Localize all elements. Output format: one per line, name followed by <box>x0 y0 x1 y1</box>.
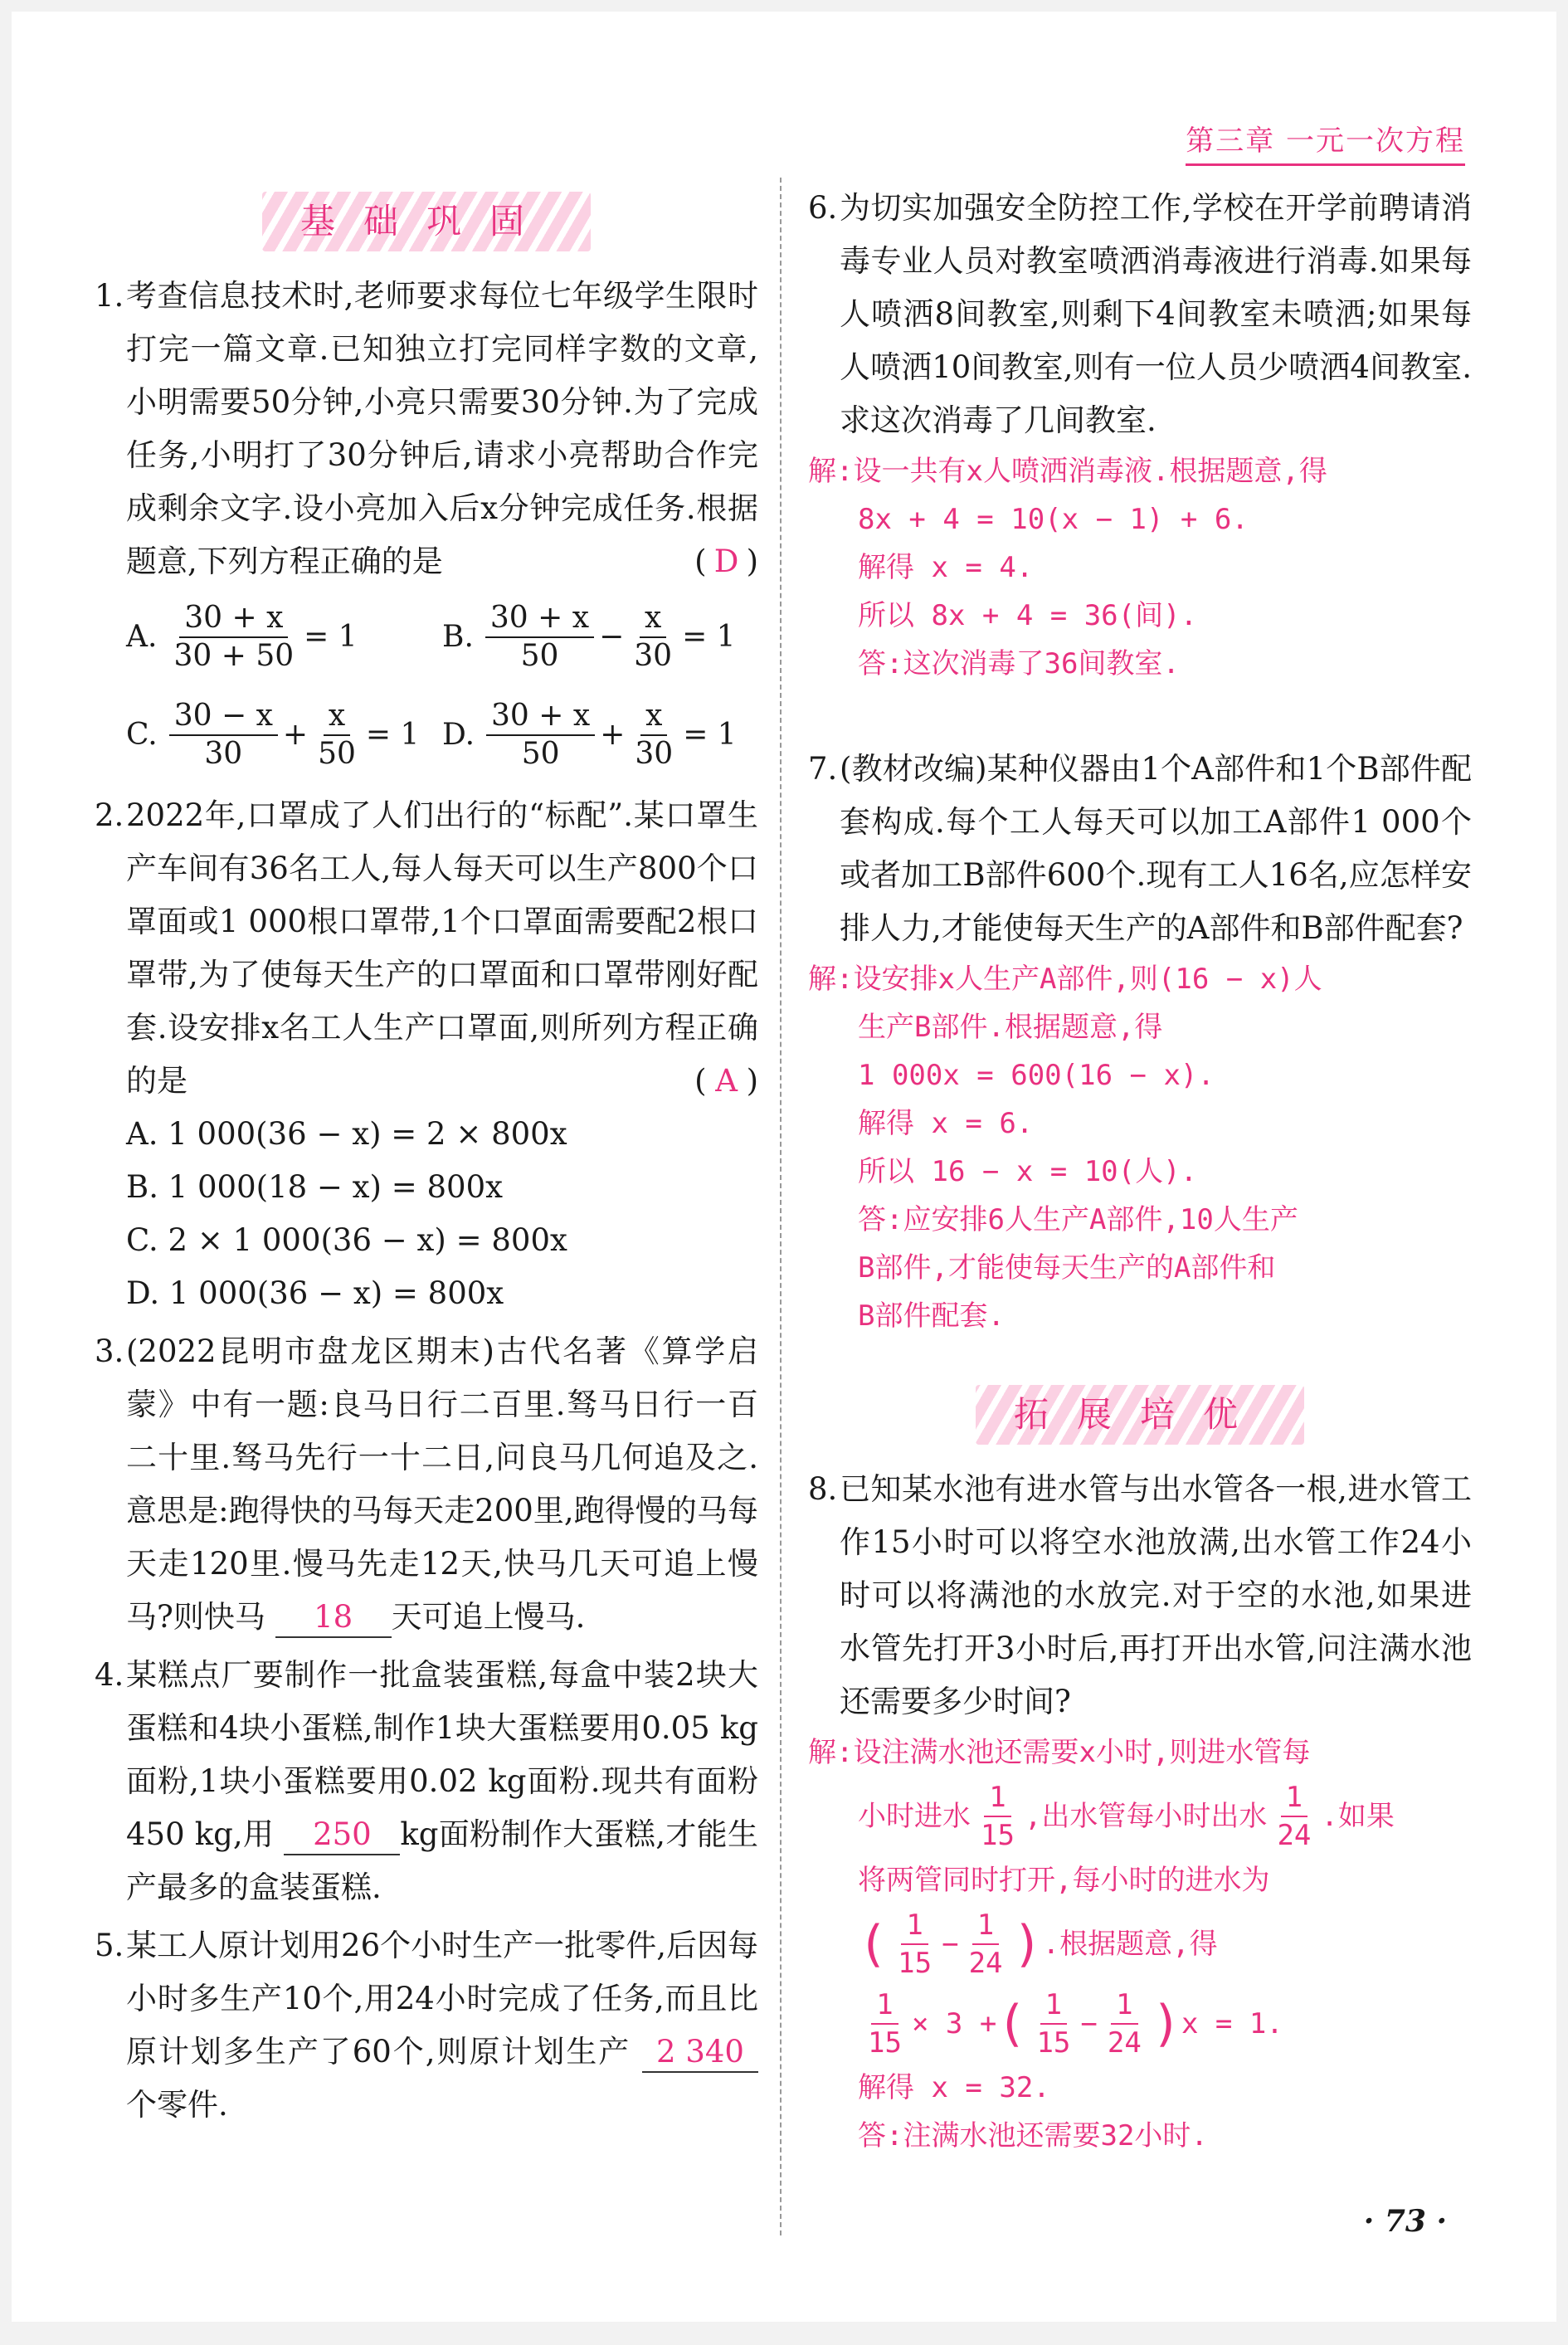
option-c: C. $\frac{30 - x}{30}$ + $\frac{x}{50}$ = 1 <box>126 699 420 771</box>
question-text: 某糕点厂要制作一批盒装蛋糕,每盒中装2块大蛋糕和4块小蛋糕,制作1块大蛋糕要用0.05 kg面粉,1块小蛋糕要用0.02 kg面粉.现共有面粉450 kg,用 <box>126 1657 758 1852</box>
question-2 <box>95 789 758 1320</box>
section-title-basic: 基础巩固 <box>262 192 591 251</box>
question-number: 8. <box>808 1471 838 1507</box>
option-a: A. 1 000(36 − x) = 2 × 800x <box>126 1116 567 1152</box>
solution-6: 解:设一共有x人喷洒消毒液.根据题意,得 8x + 4 = 10(x − 1) + 6. 解得 x = 4. 所以 8x + 4 = 36(间). 答:这次消毒了36间教室. <box>808 455 1327 680</box>
q1-options <box>95 588 758 784</box>
question-text: 已知某水池有进水管与出水管各一根,进水管工作15小时可以将空水池放满,出水管工作24小时可以将满池的水放完.对于空的水池,如果进水管先打开3小时后,再打开出水管,问注满水池还需要多少时间? <box>840 1471 1472 1719</box>
chapter-header: 第三章 一元一次方程 <box>1186 118 1465 166</box>
answer-blank: 18 <box>275 1598 392 1638</box>
solution-8: 解:设注满水池还需要x小时,则进水管每 小时进水 $\frac{1}{15}$ ,出水管每小时出水 $\frac{1}{24}$ .如果 将两管同时打开,每小时的进水为 ( $\frac{1}{15}$ − $\frac{1}{24}$ ) .根据题意,得 $\frac{1}{15}$ × 3 + ( $\frac{1}{15}$ − $\frac{1}{24}$ ) x = 1. 解得 x = 32. 答:注满水池还需要32小时. <box>808 1736 1395 2152</box>
question-text: 考查信息技术时,老师要求每位七年级学生限时打完一篇文章.已知独立打完同样字数的文章,小明需要50分钟,小亮只需要30分钟.为了完成任务,小明打了30分钟后,请求小亮帮助合作完成剩余文字.设小亮加入后x分钟完成任务.根据题意,下列方程正确的是 <box>126 278 758 579</box>
section-banner-extended <box>808 1382 1472 1448</box>
left-column <box>95 182 758 2137</box>
question-5: 5. 某工人原计划用26个小时生产一批零件,后因每小时多生产10个,用24小时完成了任务,而且比原计划多生产了60个,则原计划生产 2 340个零件. <box>95 1919 758 2132</box>
question-text: (2022昆明市盘龙区期末)古代名著《算学启蒙》中有一题:良马日行二百里.驽马日行一百二十里.驽马先行一十二日,问良马几何追及之.意思是:跑得快的马每天走200里,跑得慢的马每天走120里.慢马先走12天,快马几天可追上慢马?则快马 <box>126 1333 758 1635</box>
right-column <box>808 182 1472 2165</box>
question-text: 2022年,口罩成了人们出行的“标配”.某口罩生产车间有36名工人,每人每天可以生产800个口罩面或1 000根口罩带,1个口罩面需要配2根口罩带,为了使每天生产的口罩面和口罩带刚好配套.设安排x名工人生产口罩面,则所列方程正确的是 <box>126 797 758 1099</box>
section-banner-basic <box>95 188 758 255</box>
answer-bracket: ( A ) <box>694 1055 758 1108</box>
option-b: B. 1 000(18 − x) = 800x <box>126 1169 503 1205</box>
textbook-page <box>12 12 1556 2322</box>
option-d: D. $\frac{30 + x}{50}$ + $\frac{x}{30}$ = 1 <box>442 699 737 771</box>
answer-blank: 250 <box>284 1816 400 1855</box>
question-number: 3. <box>95 1333 124 1369</box>
question-text: 某工人原计划用26个小时生产一批零件,后因每小时多生产10个,用24小时完成了任务,而且比原计划多生产了60个,则原计划生产 <box>126 1928 758 2070</box>
question-7 <box>808 743 1472 1340</box>
option-c: C. 2 × 1 000(36 − x) = 800x <box>126 1222 567 1258</box>
question-4: 4. 某糕点厂要制作一批盒装蛋糕,每盒中装2块大蛋糕和4块小蛋糕,制作1块大蛋糕要用0.05 kg面粉,1块小蛋糕要用0.02 kg面粉.现共有面粉450 kg,用 250 kg面粉制作大蛋糕,才能生产最多的盒装蛋糕. <box>95 1649 758 1914</box>
question-number: 5. <box>95 1928 124 1963</box>
answer-choice: A <box>715 1063 738 1099</box>
question-text: 为切实加强安全防控工作,学校在开学前聘请消毒专业人员对教室喷洒消毒液进行消毒.如果每人喷洒8间教室,则剩下4间教室未喷洒;如果每人喷洒10间教室,则有一位人员少喷洒4间教室.求这次消毒了几间教室. <box>840 190 1472 438</box>
answer-choice: D <box>713 544 739 579</box>
section-title-extended: 拓展培优 <box>976 1385 1304 1445</box>
column-divider <box>780 178 782 2235</box>
answer-bracket: ( D ) <box>694 535 758 588</box>
question-number: 6. <box>808 190 838 226</box>
solution-7: 解:设安排x人生产A部件,则(16 − x)人 生产B部件.根据题意,得 1 000x = 600(16 − x). 解得 x = 6. 所以 16 − x = 10(人). 答:应安排6人生产A部件,10人生产 B部件,才能使每天生产的A部件和 B部件配套. <box>808 963 1322 1333</box>
question-number: 2. <box>95 797 124 833</box>
question-number: 7. <box>808 751 838 787</box>
question-3: 3. (2022昆明市盘龙区期末)古代名著《算学启蒙》中有一题:良马日行二百里.驽马日行一百二十里.驽马先行一十二日,问良马几何追及之.意思是:跑得快的马每天走200里,跑得慢的马每天走120里.慢马先走12天,快马几天可追上慢马?则快马 18 天可追上慢马. <box>95 1325 758 1644</box>
question-text: (教材改编)某种仪器由1个A部件和1个B部件配套构成.每个工人每天可以加工A部件1 000个或者加工B部件600个.现有工人16名,应怎样安排人力,才能使每天生产的A部件和B部件配套? <box>840 751 1472 946</box>
option-a: A. $\frac{30 + x}{30 + 50}$ = 1 <box>126 601 358 673</box>
answer-blank: 2 340 <box>642 2033 758 2073</box>
question-number: 4. <box>95 1657 124 1693</box>
page-number: · 73 · <box>1363 2204 1447 2239</box>
option-d: D. 1 000(36 − x) = 800x <box>126 1275 504 1311</box>
question-number: 1. <box>95 278 124 314</box>
question-6 <box>808 182 1472 688</box>
option-b: B. $\frac{30 + x}{50}$ − $\frac{x}{30}$ = 1 <box>442 601 736 673</box>
question-1 <box>95 270 758 784</box>
question-8 <box>808 1463 1472 2160</box>
